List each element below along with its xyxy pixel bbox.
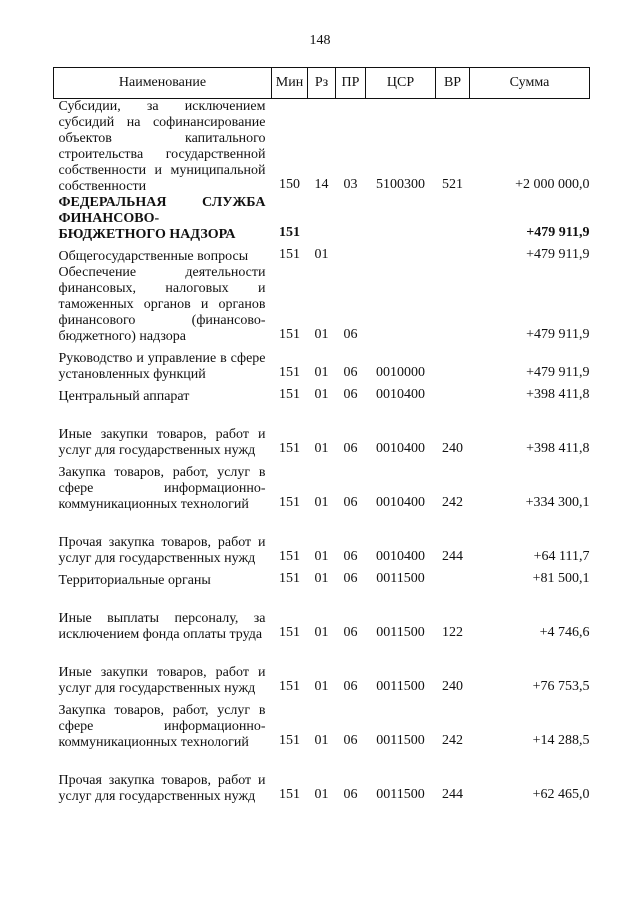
cell-min: 151: [279, 733, 300, 748]
cell-min: 151: [279, 247, 300, 262]
cell-vr: 242: [442, 733, 463, 748]
cell-rz: 01: [314, 571, 329, 586]
cell-rz: 01: [314, 733, 329, 748]
cell-rz: 01: [314, 625, 329, 640]
table-row: [54, 383, 590, 405]
cell-vr: 521: [442, 177, 463, 192]
cell-csr: [366, 243, 436, 265]
cell-min: 151: [279, 327, 300, 342]
table-row: [54, 459, 590, 513]
cell-sum: +14 288,5: [532, 733, 590, 748]
cell-pr: 06: [343, 787, 358, 802]
cell-sum: +2 000 000,0: [515, 177, 590, 192]
cell-sum: +479 911,9: [526, 225, 590, 240]
cell-sum: +479 911,9: [526, 247, 590, 262]
cell-min: 151: [279, 549, 300, 564]
cell-name: Центральный аппарат: [58, 389, 190, 404]
cell-min: 151: [279, 441, 300, 456]
cell-rz: 01: [314, 787, 329, 802]
cell-vr: 242: [442, 495, 463, 510]
table-row: [54, 265, 590, 345]
table-row: [54, 99, 590, 196]
cell-name: Общегосударственные вопросы: [58, 249, 249, 264]
cell-rz: 01: [314, 365, 329, 380]
table-row: [54, 513, 590, 567]
cell-csr: [366, 265, 436, 345]
cell-vr: [436, 383, 470, 405]
cell-min: 151: [279, 571, 300, 586]
cell-vr: [436, 243, 470, 265]
cell-name: Субсидии, за исключением субсидий на софинансирование объектов капитального строительства государственной собственности и муниципальной собственности: [58, 99, 266, 194]
cell-min: 151: [279, 387, 300, 402]
header-name: Наименование: [54, 68, 272, 99]
table-row: [54, 643, 590, 697]
header-min: Мин: [272, 68, 308, 99]
cell-min: 151: [279, 225, 300, 240]
cell-name: ФЕДЕРАЛЬНАЯ СЛУЖБА ФИНАНСОВО-БЮДЖЕТНОГО НАДЗОРА: [58, 195, 266, 242]
table-row: [54, 751, 590, 805]
cell-rz: 14: [314, 177, 329, 192]
cell-csr: 0010400: [376, 387, 425, 402]
header-csr: ЦСР: [366, 68, 436, 99]
cell-rz: 01: [314, 679, 329, 694]
cell-pr: 06: [343, 441, 358, 456]
cell-csr: 0010400: [376, 549, 425, 564]
table-row: [54, 589, 590, 643]
table-row: [54, 345, 590, 383]
cell-pr: 06: [343, 327, 358, 342]
cell-rz: 01: [314, 549, 329, 564]
cell-pr: 06: [343, 733, 358, 748]
cell-name: Территориальные органы: [58, 573, 211, 588]
cell-sum: +81 500,1: [532, 571, 590, 586]
cell-csr: 0011500: [376, 571, 425, 586]
cell-pr: 06: [343, 571, 358, 586]
cell-name: Иные закупки товаров, работ и услуг для государственных нужд: [58, 665, 266, 696]
cell-rz: 01: [314, 441, 329, 456]
cell-csr: 0011500: [376, 679, 425, 694]
cell-vr: 122: [442, 625, 463, 640]
cell-csr: 0011500: [376, 625, 425, 640]
cell-name: Руководство и управление в сфере установленных функций: [58, 351, 266, 382]
table-row: [54, 697, 590, 751]
cell-name: Прочая закупка товаров, работ и услуг для государственных нужд: [58, 773, 266, 804]
cell-rz: [308, 195, 336, 243]
page-number: 148: [309, 33, 331, 48]
cell-sum: +479 911,9: [526, 327, 590, 342]
cell-min: 151: [279, 365, 300, 380]
cell-vr: [436, 345, 470, 383]
cell-name: Закупка товаров, работ, услуг в сфере информационно-коммуникационных технологий: [58, 465, 266, 512]
cell-vr: [436, 195, 470, 243]
cell-name: Закупка товаров, работ, услуг в сфере информационно-коммуникационных технологий: [58, 703, 266, 750]
table-row: [54, 243, 590, 265]
cell-sum: +76 753,5: [532, 679, 590, 694]
cell-rz: 01: [314, 327, 329, 342]
cell-vr: [436, 567, 470, 589]
header-pr: ПР: [336, 68, 366, 99]
cell-sum: +62 465,0: [532, 787, 590, 802]
cell-pr: [336, 195, 366, 243]
cell-pr: 03: [343, 177, 358, 192]
header-sum: Сумма: [470, 68, 590, 99]
cell-rz: 01: [314, 247, 329, 262]
cell-csr: 5100300: [376, 177, 425, 192]
cell-vr: [436, 265, 470, 345]
cell-sum: +334 300,1: [525, 495, 590, 510]
cell-min: 151: [279, 495, 300, 510]
cell-name: Прочая закупка товаров, работ и услуг для государственных нужд: [58, 535, 266, 566]
cell-rz: 01: [314, 387, 329, 402]
cell-name: Иные закупки товаров, работ и услуг для государственных нужд: [58, 427, 266, 458]
cell-min: 150: [279, 177, 300, 192]
cell-pr: 06: [343, 495, 358, 510]
cell-name: Обеспечение деятельности финансовых, налоговых и таможенных органов и органов финансового (финансово-бюджетного) надзора: [58, 265, 266, 344]
cell-vr: 240: [442, 441, 463, 456]
cell-csr: 0010400: [376, 495, 425, 510]
cell-pr: 06: [343, 549, 358, 564]
cell-pr: 06: [343, 365, 358, 380]
cell-pr: 06: [343, 387, 358, 402]
cell-pr: 06: [343, 625, 358, 640]
cell-csr: 0010000: [376, 365, 425, 380]
cell-min: 151: [279, 679, 300, 694]
cell-name: Иные выплаты персоналу, за исключением фонда оплаты труда: [58, 611, 266, 642]
header-rz: Рз: [308, 68, 336, 99]
cell-pr: 06: [343, 679, 358, 694]
table-row: [54, 195, 590, 243]
cell-vr: 244: [442, 787, 463, 802]
cell-rz: 01: [314, 495, 329, 510]
cell-vr: 240: [442, 679, 463, 694]
table-header-row: [54, 68, 590, 99]
cell-min: 151: [279, 787, 300, 802]
cell-csr: 0011500: [376, 787, 425, 802]
cell-sum: +4 746,6: [539, 625, 590, 640]
cell-sum: +479 911,9: [526, 365, 590, 380]
cell-sum: +398 411,8: [526, 441, 590, 456]
table-row: [54, 405, 590, 459]
cell-csr: 0011500: [376, 733, 425, 748]
table-row: [54, 567, 590, 589]
cell-sum: +64 111,7: [533, 549, 590, 564]
cell-sum: +398 411,8: [526, 387, 590, 402]
cell-min: 151: [279, 625, 300, 640]
cell-csr: [366, 195, 436, 243]
cell-pr: [336, 243, 366, 265]
cell-vr: 244: [442, 549, 463, 564]
header-vr: ВР: [436, 68, 470, 99]
budget-table: [53, 67, 590, 805]
cell-csr: 0010400: [376, 441, 425, 456]
